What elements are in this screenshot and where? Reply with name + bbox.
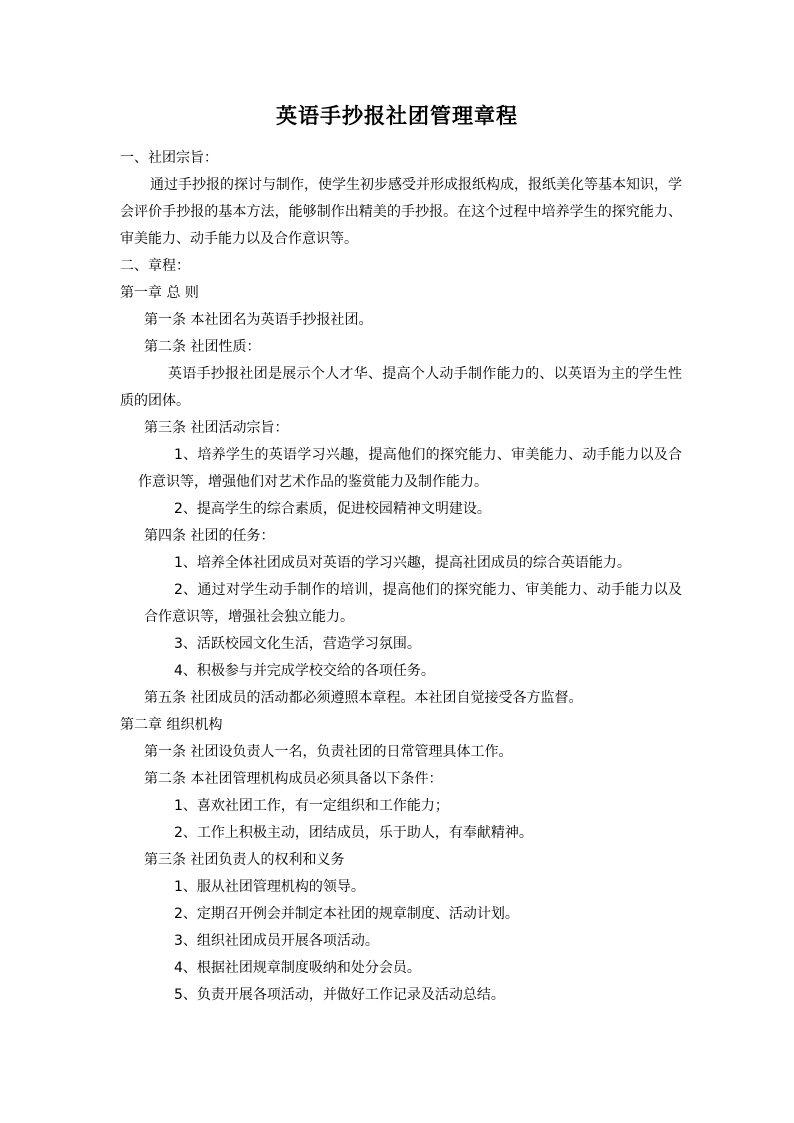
chapter1-article3-item2: 2、提高学生的综合素质，促进校园精神文明建设。 <box>174 501 491 517</box>
chapter1-article5: 第五条 社团成员的活动都必须遵照本章程。本社团自觉接受各方监督。 <box>144 690 583 706</box>
section2-heading: 二、章程： <box>120 258 190 274</box>
chapter1-article4: 第四条 社团的任务： <box>144 528 275 544</box>
chapter1-heading: 第一章 总 则 <box>120 285 199 301</box>
chapter1-article4-item3: 3、活跃校园文化生活，营造学习氛围。 <box>174 636 421 652</box>
chapter1-article2-text: 英语手抄报社团是展示个人才华、提高个人动手制作能力的、以英语为主的学生性质的团体。 <box>120 366 682 409</box>
section1-paragraph: 通过手抄报的探讨与制作，使学生初步感受并形成报纸构成，报纸美化等基本知识，学会评价手抄报的基本方法，能够制作出精美的手抄报。在这个过程中培养学生的探究能力、审美能力、动手能力以及合作意识等。 <box>120 177 682 247</box>
chapter2-article3-item5: 5、负责开展各项活动，并做好工作记录及活动总结。 <box>174 987 505 1003</box>
chapter2-heading: 第二章 组织机构 <box>120 717 223 733</box>
chapter1-article1: 第一条 本社团名为英语手抄报社团。 <box>144 312 373 328</box>
chapter2-article3-item1: 1、服从社团管理机构的领导。 <box>174 879 365 895</box>
chapter2-article3-item3: 3、组织社团成员开展各项活动。 <box>174 933 379 949</box>
chapter2-article2-item2: 2、工作上积极主动，团结成员，乐于助人，有奉献精神。 <box>174 825 533 841</box>
chapter2-article1: 第一条 社团设负责人一名，负责社团的日常管理具体工作。 <box>144 744 513 760</box>
section1-heading: 一、社团宗旨： <box>120 150 218 166</box>
chapter1-article3-item1: 1、培养学生的英语学习兴趣，提高他们的探究能力、审美能力、动手能力以及合作意识等，增强他们对艺术作品的鉴赏能力及制作能力。 <box>138 447 682 490</box>
chapter1-article4-item2: 2、通过对学生动手制作的培训，提高他们的探究能力、审美能力、动手能力以及合作意识等，增强社会独立能力。 <box>144 582 682 625</box>
document-title: 英语手抄报社团管理章程 <box>276 103 518 128</box>
chapter1-article4-item4: 4、积极参与并完成学校交给的各项任务。 <box>174 663 435 679</box>
document-body <box>120 145 682 1009</box>
chapter2-article3-item2: 2、定期召开例会并制定本社团的规章制度、活动计划。 <box>174 906 519 922</box>
chapter1-article4-item1: 1、培养全体社团成员对英语的学习兴趣，提高社团成员的综合英语能力。 <box>174 555 631 571</box>
chapter2-article2-item1: 1、喜欢社团工作，有一定组织和工作能力； <box>174 798 449 814</box>
chapter2-article3-item4: 4、根据社团规章制度吸纳和处分会员。 <box>174 960 421 976</box>
chapter2-article2: 第二条 本社团管理机构成员必须具备以下条件： <box>144 771 443 787</box>
chapter1-article2: 第二条 社团性质： <box>144 339 261 355</box>
chapter2-article3: 第三条 社团负责人的权利和义务 <box>144 852 345 868</box>
chapter1-article3: 第三条 社团活动宗旨： <box>144 420 289 436</box>
